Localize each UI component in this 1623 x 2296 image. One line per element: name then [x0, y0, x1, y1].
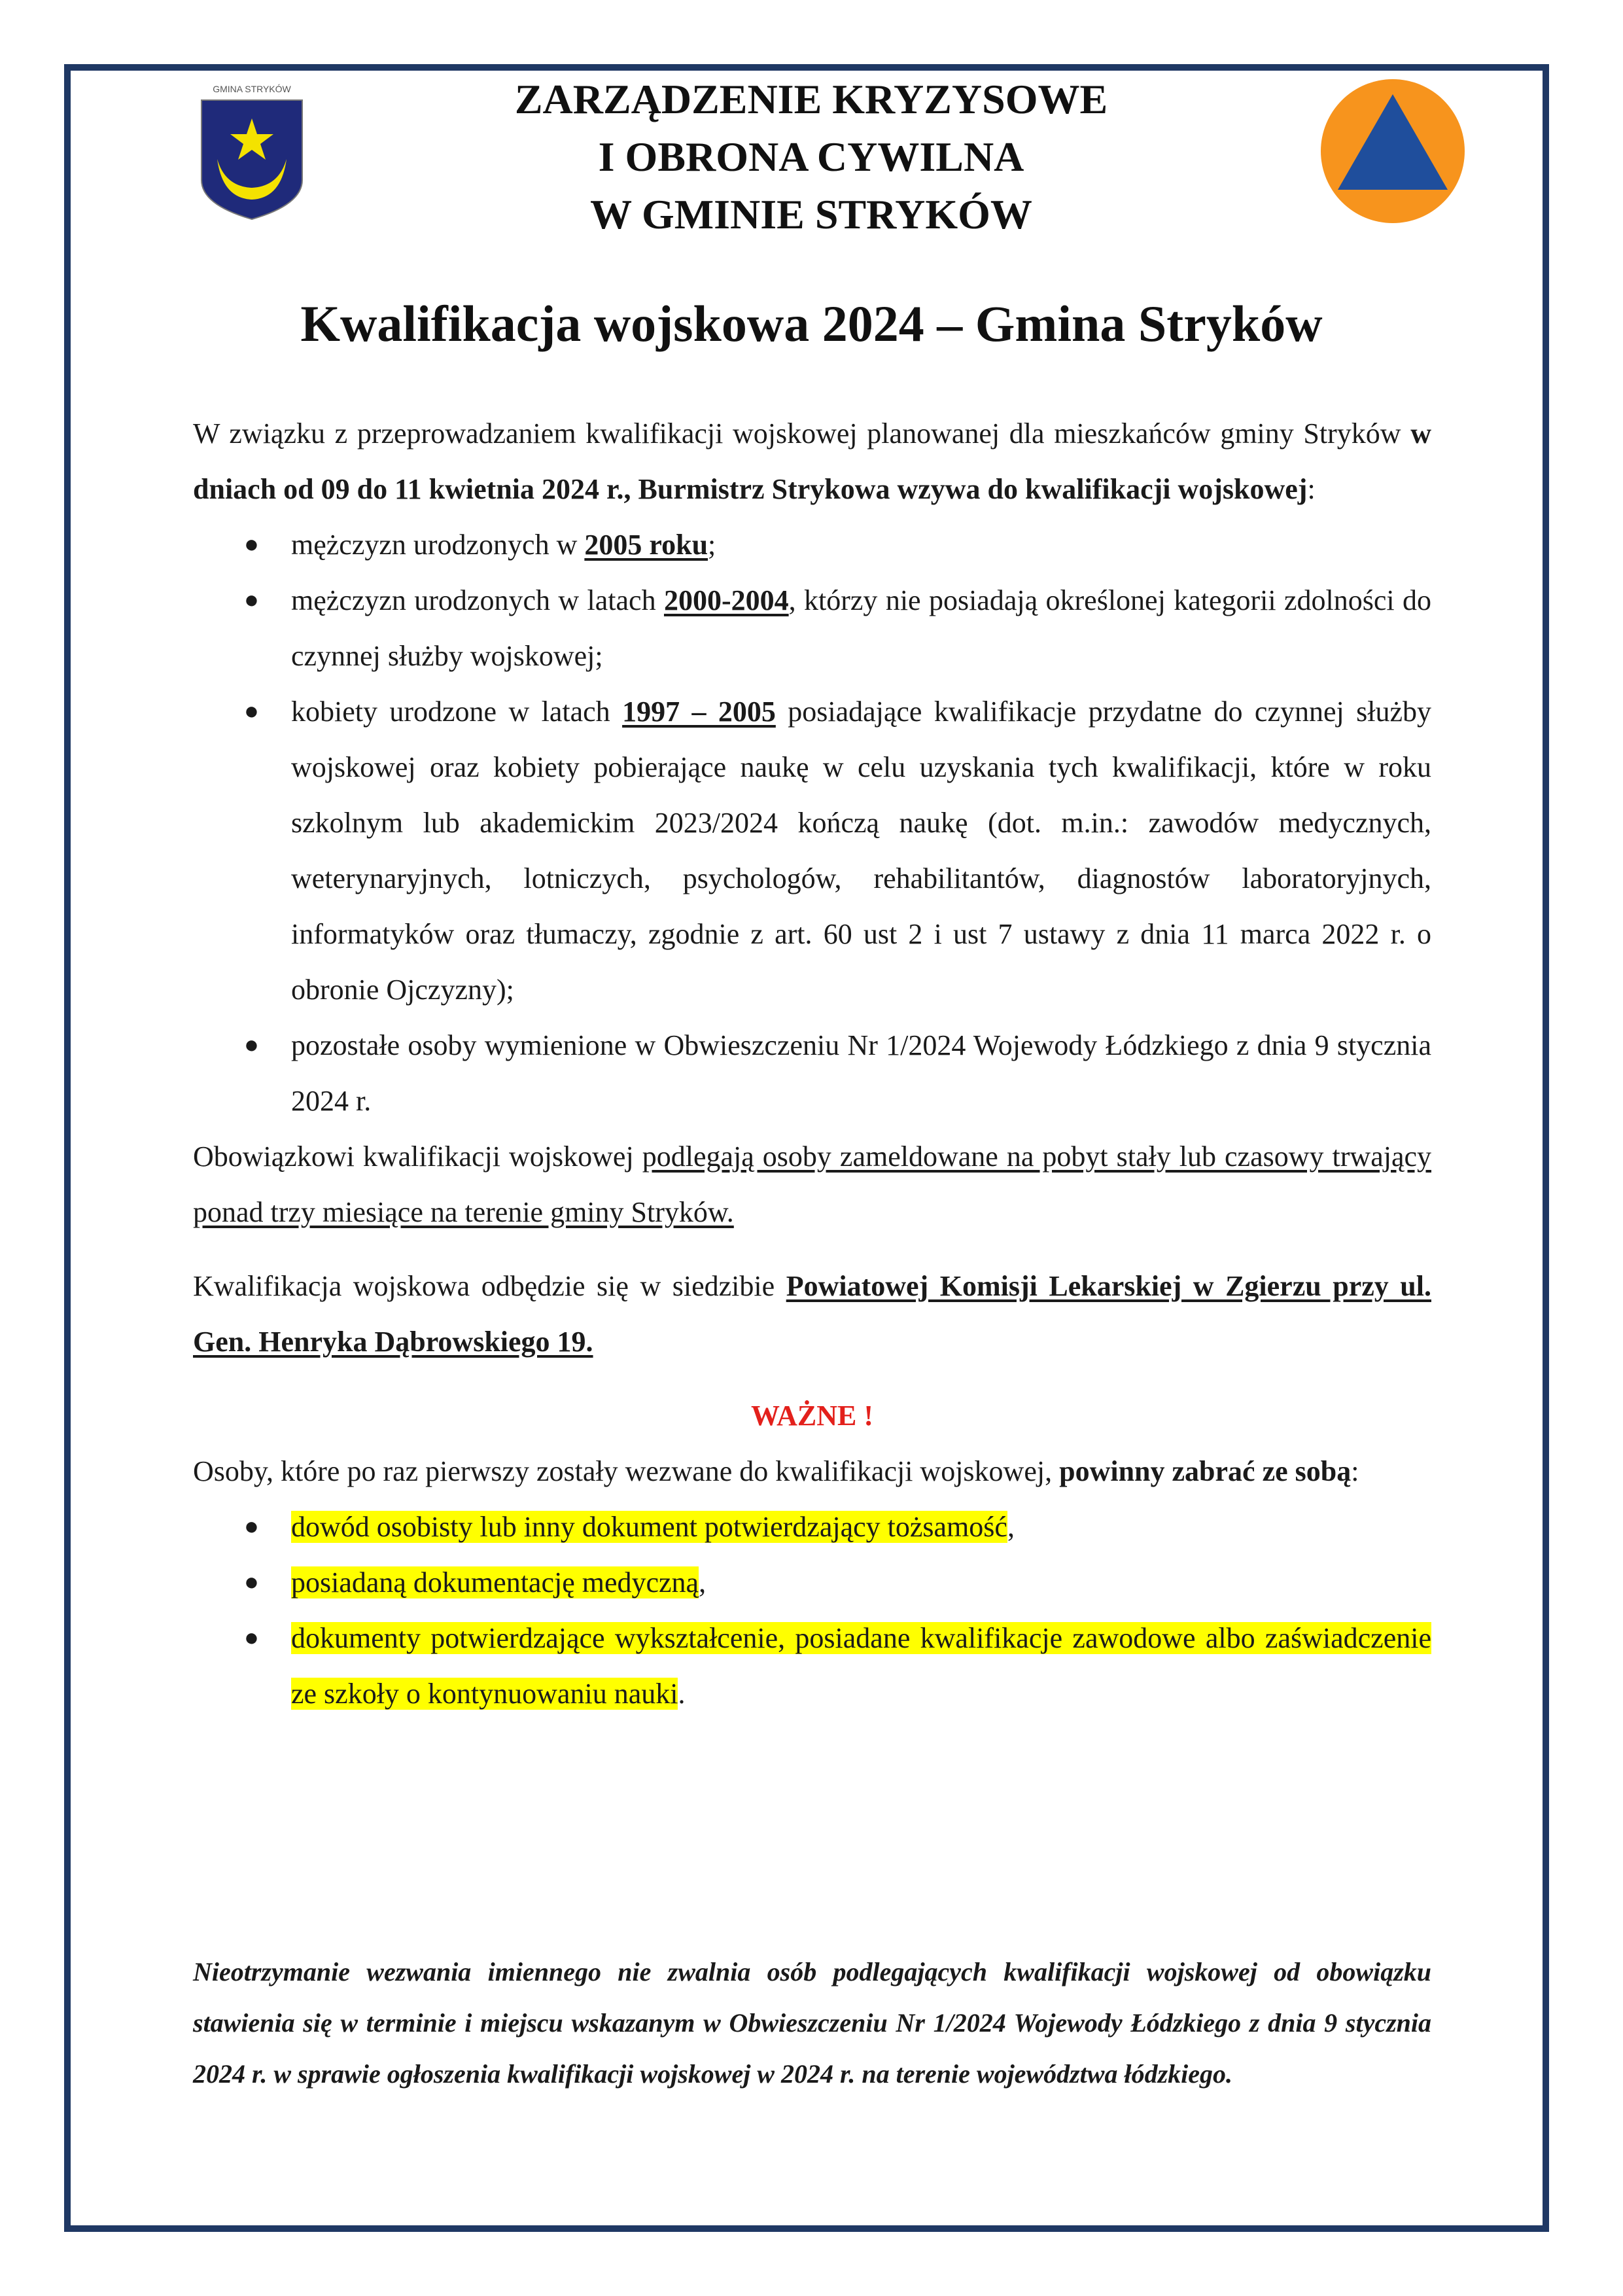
- footer-note: [193, 1947, 1431, 2100]
- list-item: [193, 1017, 1431, 1129]
- list-item-punct: ,: [1007, 1511, 1015, 1543]
- highlighted-text: dokumenty potwierdzające wykształcenie, posiadane kwalifikacje zawodowe albo zaświadczenie ze szkoły o kontynuowaniu nauki: [291, 1622, 1431, 1710]
- obligation-underlined: podlegają osoby zameldowane na pobyt stały lub czasowy trwający ponad trzy miesiące na terenie gminy Stryków.: [193, 1140, 1432, 1228]
- obligation-text: Obowiązkowi kwalifikacji wojskowej: [193, 1140, 642, 1173]
- important-paragraph: [193, 1443, 1431, 1499]
- list-item: [193, 573, 1431, 684]
- list-item-text: mężczyzn urodzonych w latach: [291, 584, 664, 616]
- page-title: Kwalifikacja wojskowa 2024 – Gmina Stryków: [300, 295, 1323, 352]
- intro-paragraph: [193, 406, 1431, 517]
- list-item-punct: .: [678, 1678, 686, 1710]
- list-item-year: 1997 – 2005: [622, 696, 776, 728]
- important-colon: :: [1351, 1455, 1359, 1487]
- civil-defence-logo-icon: [1320, 79, 1465, 224]
- list-item: [193, 1555, 1431, 1610]
- footer-text: Nieotrzymanie wezwania imiennego nie zwalnia osób podlegających kwalifikacji wojskowej od obowiązku stawienia się w terminie i miejscu wskazanym w Obwieszczeniu Nr 1/2024 Wojewody Łódzkiego z dnia 9 stycznia 2024 r. w sprawie ogłoszenia kwalifikacji wojskowej w 2024 r. na terenie województwa łódzkiego.: [193, 1957, 1431, 2089]
- obligation-paragraph: [193, 1129, 1431, 1240]
- list-item-year: 2005 roku: [584, 529, 708, 561]
- bullet-icon: ●: [244, 698, 259, 725]
- important-bold: powinny zabrać ze sobą: [1059, 1455, 1352, 1487]
- crest-label: GMINA STRYKÓW: [213, 84, 291, 94]
- bullet-icon: ●: [244, 1624, 259, 1651]
- list-item-text: mężczyzn urodzonych w: [291, 529, 585, 561]
- bullet-icon: ●: [244, 531, 259, 558]
- bullet-icon: ●: [244, 1031, 259, 1059]
- highlighted-text: dowód osobisty lub inny dokument potwierdzający tożsamość: [291, 1511, 1007, 1543]
- intro-text: W związku z przeprowadzaniem kwalifikacji wojskowej planowanej dla mieszkańców gminy Stryków: [193, 417, 1411, 450]
- intro-colon: :: [1307, 473, 1316, 505]
- list-item-text: , którzy nie posiadają określonej kategorii zdolności do czynnej służby wojskowej;: [291, 584, 1431, 672]
- location-text: Kwalifikacja wojskowa odbędzie się w siedzibie: [193, 1270, 786, 1302]
- header-line-1: ZARZĄDZENIE KRYZYSOWE: [514, 76, 1108, 122]
- important-heading: WAŻNE !: [750, 1400, 874, 1432]
- highlighted-text: posiadaną dokumentację medyczną: [291, 1566, 699, 1598]
- intro-dates: w dniach od 09 do 11 kwietnia 2024 r., Burmistrz Strykowa wzywa do kwalifikacji wojskowej: [193, 417, 1431, 505]
- header-line-3: W GMINIE STRYKÓW: [590, 191, 1032, 238]
- conscript-list: [193, 517, 1431, 1129]
- list-item-text: ;: [708, 529, 716, 561]
- list-item: [193, 517, 1431, 573]
- list-item-text: kobiety urodzone w latach: [291, 696, 623, 728]
- list-item-text: pozostałe osoby wymienione w Obwieszczeniu Nr 1/2024 Wojewody Łódzkiego z dnia 9 stycznia 2024 r.: [291, 1029, 1431, 1117]
- gmina-strykow-crest-icon: [196, 82, 307, 222]
- bullet-icon: ●: [244, 1568, 259, 1596]
- document-body: [193, 406, 1431, 1722]
- list-item-punct: ,: [699, 1566, 707, 1598]
- list-item: [193, 1499, 1431, 1555]
- list-item-year: 2000-2004: [663, 584, 789, 616]
- list-item: [193, 684, 1431, 1017]
- important-text: Osoby, które po raz pierwszy zostały wezwane do kwalifikacji wojskowej,: [193, 1455, 1060, 1487]
- location-paragraph: [193, 1258, 1431, 1369]
- page-header: [393, 71, 1230, 243]
- bullet-icon: ●: [244, 586, 259, 614]
- list-item-text: posiadające kwalifikacje przydatne do czynnej służby wojskowej oraz kobiety pobierające naukę w celu uzyskania tych kwalifikacji, które w roku szkolnym lub akademickim 2023/2024 kończą naukę (dot. m.in.: zawodów medycznych, weterynaryjnych, lotniczych, psychologów, rehabilitantów, diagnostów laboratoryjnych, informatyków oraz tłumaczy, zgodnie z art. 60 ust 2 i ust 7 ustawy z dnia 11 marca 2022 r. o obronie Ojczyzny);: [291, 696, 1431, 1006]
- bring-list: [193, 1499, 1431, 1722]
- header-line-2: I OBRONA CYWILNA: [598, 133, 1024, 180]
- bullet-icon: ●: [244, 1513, 259, 1540]
- location-address: Powiatowej Komisji Lekarskiej w Zgierzu przy ul. Gen. Henryka Dąbrowskiego 19.: [193, 1270, 1431, 1358]
- list-item: [193, 1610, 1431, 1722]
